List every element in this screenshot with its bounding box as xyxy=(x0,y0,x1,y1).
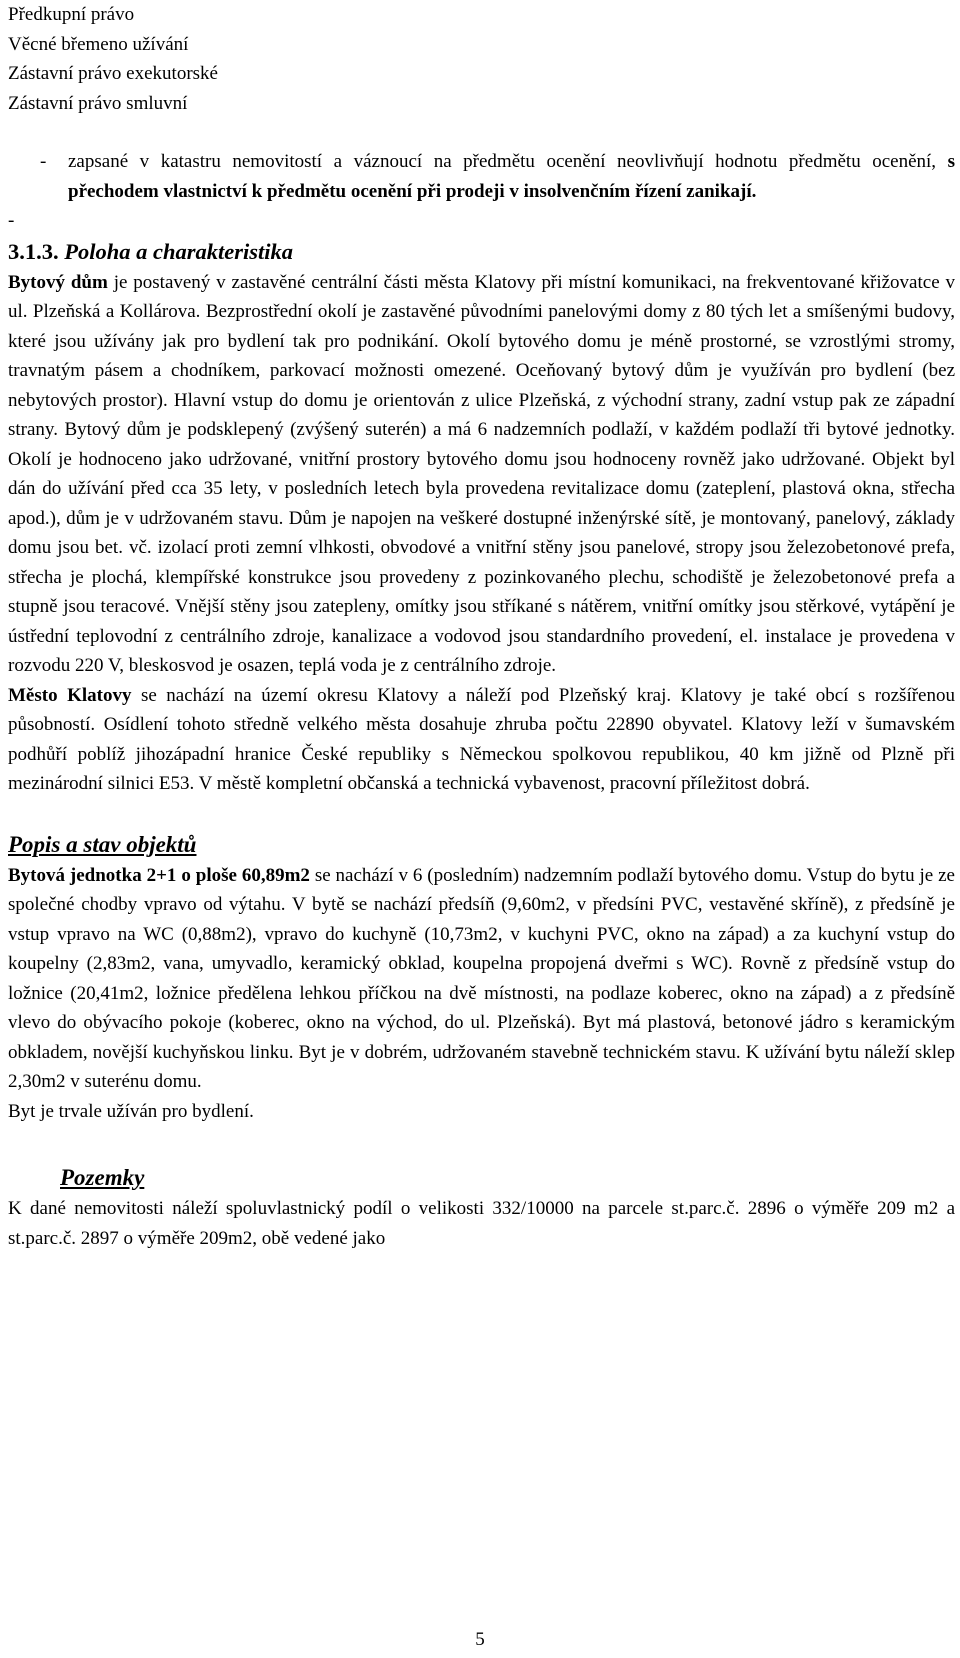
rights-item: Zástavní právo smluvní xyxy=(8,92,188,114)
apartment-use: Byt je trvale užíván pro bydlení. xyxy=(8,1100,254,1122)
rights-list xyxy=(8,0,955,118)
document-page xyxy=(8,0,955,1253)
section-number: 3.1.3. xyxy=(8,238,59,264)
town-lead: Město Klatovy xyxy=(8,684,132,706)
town-text: se nachází na území okresu Klatovy a náleží pod Plzeňský kraj. Klatovy je také obcí s rozšířenou působností. Osídlení tohoto středně velkého města dosahuje zhruba počtu 22890 obyvatel. Klatovy leží v šumavském podhůří poblíž jihozápadní hranice České republiky s Německou spolkovou republikou, 40 km jižně od Plzně při mezinárodní silnici E53. V městě kompletní občanská a technická vybavenost, pracovní příležitost dobrá. xyxy=(8,684,955,794)
rights-item: Věcné břemeno užívání xyxy=(8,33,189,55)
rights-note-normal: zapsané v katastru nemovitostí a váznoucí na předmětu ocenění neovlivňují hodnotu předmětu ocenění, xyxy=(68,151,937,172)
rights-item: Předkupní právo xyxy=(8,4,135,25)
section-title: Poloha a charakteristika xyxy=(64,238,294,264)
rights-note-bold: s přechodem vlastnictví k předmětu ocenění při prodeji v insolvenčním řízení zanikají. xyxy=(68,151,955,202)
rights-note-text xyxy=(68,147,955,206)
stray-dash: - xyxy=(8,210,15,231)
location-lead: Bytový dům xyxy=(8,271,108,293)
pozemky-heading: Pozemky xyxy=(60,1165,145,1190)
popis-heading: Popis a stav objektů xyxy=(8,831,197,857)
apartment-text: se nachází v 6 (posledním) nadzemním podlaží bytového domu. Vstup do bytu je ze společné chodby vpravo od výtahu. V bytě se nachází předsíň (9,60m2, v předsíni PVC, vestavěné skříně), z předsíně je vstup vpravo na WC (0,88m2), vpravo do kuchyně (10,73m2, v kuchyni PVC, okno na západ) a za kuchyní vstup do koupelny (2,83m2, vana, umyvadlo, keramický obklad, koupelna propojená dveřmi s WC). Rovně z předsíně vstup do ložnice (20,41m2, ložnice předělena lehkou příčkou na dvě místnosti, na podlaze koberec, okno na západ) a z předsíně vlevo do obývacího pokoje (koberec, okno na východ, do ul. Plzeňská). Byt má plastová, betonové jádro s keramickým obkladem, novější kuchyňskou linku. Byt je v dobrém, udržovaném stavebně technickém stavu. K užívání bytu náleží sklep 2,30m2 v suterénu domu. xyxy=(8,864,955,1092)
land-paragraph: K dané nemovitosti náleží spoluvlastnický podíl o velikosti 332/10000 na parcele st.parc.č. 2896 o výměře 209 m2 a st.parc.č. 2897 o výměře 209m2, obě vedené jako xyxy=(8,1198,955,1249)
apartment-lead: Bytová jednotka 2+1 o ploše 60,89m2 xyxy=(8,864,310,886)
apartment-paragraph xyxy=(8,861,955,1097)
list-dash: - xyxy=(40,151,47,172)
rights-note xyxy=(8,147,955,206)
page-number: 5 xyxy=(475,1629,485,1650)
town-paragraph xyxy=(8,681,955,799)
location-text: je postavený v zastavěné centrální části města Klatovy při místní komunikaci, na frekventované křižovatce v ul. Plzeňská a Kollárova. Bezprostřední okolí je zastavěné původními panelovými domy z 80 tých let a smíšenými budovy, které jsou užívány jak pro bydlení tak pro podnikání. Okolí bytového domu je méně prostorné, se vzrostlými stromy, travnatým pásem a chodníkem, parkovací možnosti omezené. Oceňovaný bytový dům je využíván pro bydlení (bez nebytových prostor). Hlavní vstup do domu je orientován z ulice Plzeňská, z východní strany, zadní vstup pak ze západní strany. Bytový dům je podsklepený (zvýšený suterén) a má 6 nadzemních podlaží, v každém podlaží tři bytové jednotky. Okolí je hodnoceno jako udržované, vnitřní prostory bytového domu jsou hodnoceny rovněž jako udržované. Objekt byl dán do užívání před cca 35 lety, v posledních letech byla provedena revitalizace domu (zateplení, plastová okna, střecha apod.), dům je v udržovaném stavu. Dům je napojen na veškeré dostupné inženýrské sítě, je montovaný, panelový, základy domu jsou bet. vč. izolací proti zemní vlhkosti, obvodové a vnitřní stěny jsou panelové, stropy jsou železobetonové prefa, střecha je plochá, klempířské konstrukce jsou provedeny z pozinkovaného plechu, schodiště je železobetonové prefa a stupně jsou teracové. Vnější stěny jsou zatepleny, omítky jsou stříkané s nátěrem, vnitřní omítky jsou stěrkové, vytápění je ústřední teplovodní z centrálního zdroje, kanalizace a vodovod jsou standardního provedení, el. instalace je provedena v rozvodu 220 V, bleskosvod je osazen, teplá voda je z centrálního zdroje. xyxy=(8,271,955,676)
section-heading-313 xyxy=(8,236,955,268)
location-paragraph xyxy=(8,268,955,681)
rights-item: Zástavní právo exekutorské xyxy=(8,63,218,84)
